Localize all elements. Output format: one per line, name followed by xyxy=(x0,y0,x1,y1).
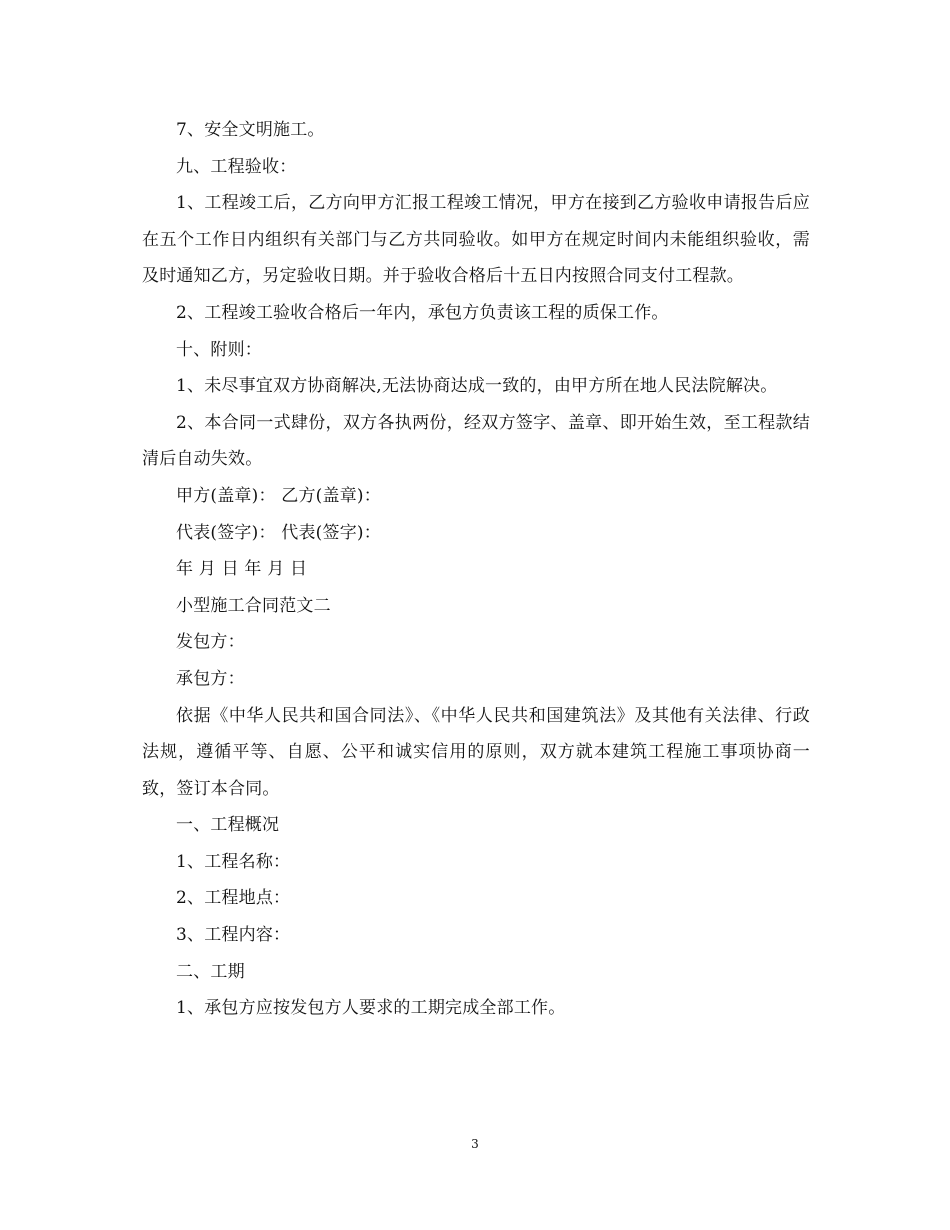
paragraph-acceptance-2: 2、工程竣工验收合格后一年内，承包方负责该工程的质保工作。 xyxy=(176,302,669,323)
signature-representative-line: 代表(签字)： 代表(签字)： xyxy=(176,522,381,543)
field-project-name: 1、工程名称： xyxy=(176,851,291,872)
heading-project-overview: 一、工程概况 xyxy=(176,815,280,836)
document-body xyxy=(142,112,810,1027)
section-title: 小型施工合同范文二 xyxy=(176,595,331,616)
signature-seal-line: 甲方(盖章)： 乙方(盖章)： xyxy=(176,485,381,506)
paragraph-preamble: 依据《中华人民共和国合同法》、《中华人民共和国建筑法》及其他有关法律、行政法规，遵循平等、自愿、公平和诚实信用的原则，双方就本建筑工程施工事项协商一致，签订本合同。 xyxy=(142,705,810,799)
party-contractor-line: 承包方： xyxy=(176,668,245,689)
paragraph-supplementary-1: 1、未尽事宜双方协商解决,无法协商达成一致的，由甲方所在地人民法院解决。 xyxy=(176,376,778,397)
signature-date-line: 年 月 日 年 月 日 xyxy=(176,559,308,580)
heading-schedule: 二、工期 xyxy=(176,961,245,982)
paragraph-acceptance-1: 1、工程竣工后，乙方向甲方汇报工程竣工情况，甲方在接到乙方验收申请报告后应在五个工作日内组织有关部门与乙方共同验收。如甲方在规定时间内未能组织验收，需及时通知乙方，另定验收日期。并于验收合格后十五日内按照合同支付工程款。 xyxy=(142,193,810,287)
party-employer-line: 发包方： xyxy=(176,632,245,653)
field-project-location: 2、工程地点： xyxy=(176,888,291,909)
heading-acceptance: 九、工程验收： xyxy=(176,156,297,177)
paragraph-safety-item: 7、安全文明施工。 xyxy=(176,120,325,140)
field-project-content: 3、工程内容： xyxy=(176,925,291,946)
paragraph-schedule-1: 1、承包方应按发包方人要求的工期完成全部工作。 xyxy=(176,998,566,1019)
heading-supplementary: 十、附则： xyxy=(176,339,262,360)
paragraph-supplementary-2: 2、本合同一式肆份，双方各执两份，经双方签字、盖章、即开始生效，至工程款结清后自动失效。 xyxy=(142,412,810,470)
page-number: 3 xyxy=(471,1137,479,1151)
